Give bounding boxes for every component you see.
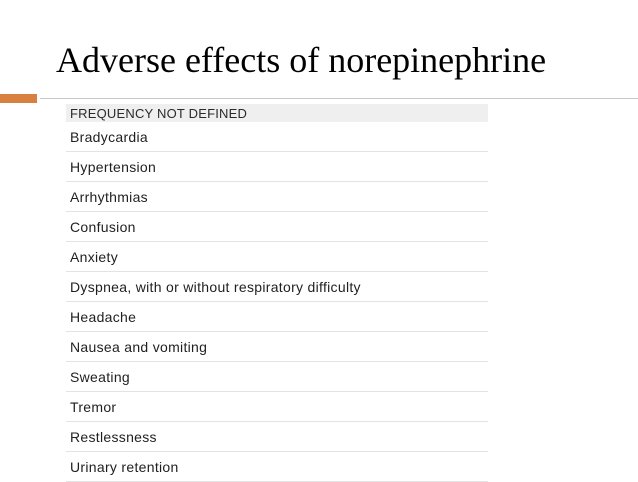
table-header: FREQUENCY NOT DEFINED [66, 104, 488, 122]
table-row: Restlessness [66, 422, 488, 452]
slide-title: Adverse effects of norepinephrine [56, 40, 547, 80]
accent-bar [0, 94, 37, 103]
adverse-effects-table [66, 104, 488, 482]
table-row: Tremor [66, 392, 488, 422]
table-row: Confusion [66, 212, 488, 242]
table-row: Anxiety [66, 242, 488, 272]
table-row: Nausea and vomiting [66, 332, 488, 362]
table-row: Headache [66, 302, 488, 332]
table-row: Bradycardia [66, 122, 488, 152]
table-row: Sweating [66, 362, 488, 392]
table-row: Arrhythmias [66, 182, 488, 212]
table-row: Dyspnea, with or without respiratory difficulty [66, 272, 488, 302]
table-row: Urinary retention [66, 452, 488, 482]
table-row: Hypertension [66, 152, 488, 182]
title-divider [40, 98, 638, 99]
